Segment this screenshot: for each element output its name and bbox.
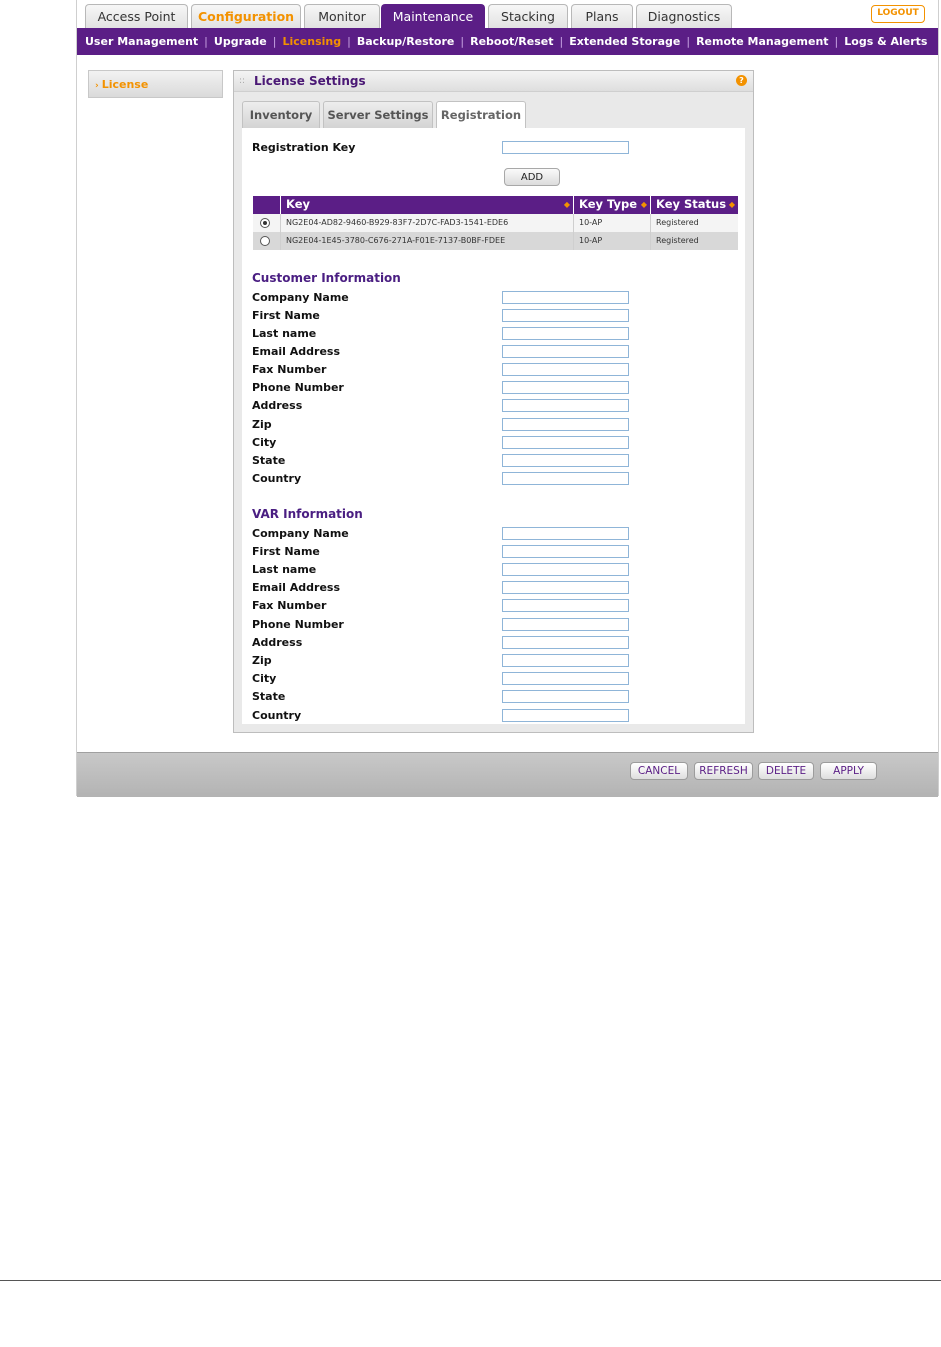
customer-first-name-input[interactable] [502,309,629,322]
sub-nav-bar [77,28,938,55]
customer-information-heading: Customer Information [252,271,401,285]
header-key-label: Key [286,197,311,211]
sort-icon[interactable]: ◆ [563,200,570,209]
top-tab-bar [77,0,938,28]
header-key-type[interactable] [574,196,651,214]
subnav-licensing[interactable]: Licensing [282,35,342,48]
var-fax-input[interactable] [502,599,629,612]
apply-button[interactable]: APPLY [820,762,877,780]
subnav-upgrade[interactable]: Upgrade [213,35,267,48]
tab-registration[interactable]: Registration [436,101,526,129]
tab-plans[interactable]: Plans [571,4,633,28]
var-email-label: Email Address [252,581,341,594]
subnav-separator: | [686,35,691,48]
refresh-button[interactable]: REFRESH [694,762,753,780]
var-country-input[interactable] [502,709,629,722]
var-last-name-input[interactable] [502,563,629,576]
var-first-name-input[interactable] [502,545,629,558]
var-phone-input[interactable] [502,618,629,631]
var-company-name-label: Company Name [252,527,349,540]
var-first-name-label: First Name [252,545,320,558]
var-zip-input[interactable] [502,654,629,667]
row-radio-button[interactable] [260,218,270,228]
key-type-cell: 10-AP [574,214,651,232]
registration-key-label: Registration Key [252,141,356,154]
header-key-status-label: Key Status [656,197,727,211]
customer-company-name-input[interactable] [502,291,629,304]
var-state-label: State [252,690,286,703]
customer-country-input[interactable] [502,472,629,485]
header-key[interactable] [281,196,574,214]
tab-configuration[interactable]: Configuration [191,4,301,28]
registration-key-input[interactable] [502,141,629,154]
var-zip-label: Zip [252,654,272,667]
customer-fax-label: Fax Number [252,363,327,376]
customer-country-label: Country [252,472,302,485]
key-type-cell: 10-AP [574,232,651,250]
key-status-cell: Registered [656,236,699,245]
header-select-cell [253,196,281,214]
tab-inventory[interactable]: Inventory [242,101,320,128]
var-email-input[interactable] [502,581,629,594]
subnav-separator: | [272,35,277,48]
help-icon[interactable]: ? [736,75,747,86]
app-window [76,0,939,796]
subnav-separator: | [347,35,351,48]
var-city-input[interactable] [502,672,629,685]
var-country-label: Country [252,709,302,722]
key-status-cell: Registered [656,218,699,227]
license-settings-panel [233,70,754,733]
subnav-user-management[interactable]: User Management [85,35,199,48]
var-address-input[interactable] [502,636,629,649]
cancel-button[interactable]: CANCEL [630,762,688,780]
customer-state-input[interactable] [502,454,629,467]
customer-city-input[interactable] [502,436,629,449]
subnav-separator: | [834,35,839,48]
key-cell: NG2E04-1E45-3780-C676-271A-F01E-7137-B0BF-FDEE [281,232,574,250]
customer-city-label: City [252,436,277,449]
chevron-right-icon: › [95,81,99,91]
logout-button[interactable]: LOGOUT [871,5,925,23]
var-address-label: Address [252,636,303,649]
subnav-separator: | [204,35,208,48]
sort-icon[interactable]: ◆ [640,200,647,209]
row-radio-button[interactable] [260,236,270,246]
tab-monitor[interactable]: Monitor [304,4,380,28]
tab-diagnostics[interactable]: Diagnostics [636,4,732,28]
panel-header [234,71,753,92]
customer-last-name-input[interactable] [502,327,629,340]
page-divider [0,1280,941,1281]
add-button[interactable]: ADD [504,168,560,186]
var-phone-label: Phone Number [252,618,344,631]
var-city-label: City [252,672,277,685]
customer-company-name-label: Company Name [252,291,349,304]
registration-content [242,128,745,724]
customer-fax-input[interactable] [502,363,629,376]
var-company-name-input[interactable] [502,527,629,540]
sidebar-item-license[interactable] [88,70,223,98]
tab-server-settings[interactable]: Server Settings [323,101,433,128]
customer-phone-label: Phone Number [252,381,344,394]
customer-last-name-label: Last name [252,327,317,340]
subnav-extended-storage[interactable]: Extended Storage [569,35,681,48]
row-select-cell [253,214,281,232]
customer-address-input[interactable] [502,399,629,412]
subnav-backup-restore[interactable]: Backup/Restore [356,35,455,48]
sort-icon[interactable]: ◆ [728,200,735,209]
subnav-separator: | [460,35,465,48]
subnav-separator: | [559,35,564,48]
var-state-input[interactable] [502,690,629,703]
subnav-reboot-reset[interactable]: Reboot/Reset [470,35,554,48]
row-select-cell [253,232,281,250]
header-key-status[interactable] [651,196,738,214]
customer-zip-label: Zip [252,418,272,431]
delete-button[interactable]: DELETE [758,762,814,780]
grip-icon: :: [239,76,246,86]
key-cell: NG2E04-AD82-9460-B929-83F7-2D7C-FAD3-1541-EDE6 [281,214,574,232]
header-key-type-label: Key Type [579,197,638,211]
table-row[interactable] [253,232,738,250]
sidebar-item-label: License [101,78,149,91]
subnav-remote-management[interactable]: Remote Management [696,35,829,48]
customer-phone-input[interactable] [502,381,629,394]
tab-stacking[interactable]: Stacking [488,4,568,28]
tab-maintenance[interactable]: Maintenance [381,4,485,28]
customer-email-label: Email Address [252,345,341,358]
var-last-name-label: Last name [252,563,317,576]
panel-title: License Settings [254,74,366,88]
subnav-logs-alerts[interactable]: Logs & Alerts [844,35,928,48]
action-bar [77,752,938,797]
table-row[interactable] [253,214,738,232]
var-fax-label: Fax Number [252,599,327,612]
customer-first-name-label: First Name [252,309,320,322]
table-header-row [253,196,738,214]
customer-address-label: Address [252,399,303,412]
customer-state-label: State [252,454,286,467]
tab-access-point[interactable]: Access Point [85,4,188,28]
var-information-heading: VAR Information [252,507,363,521]
customer-zip-input[interactable] [502,418,629,431]
customer-email-input[interactable] [502,345,629,358]
